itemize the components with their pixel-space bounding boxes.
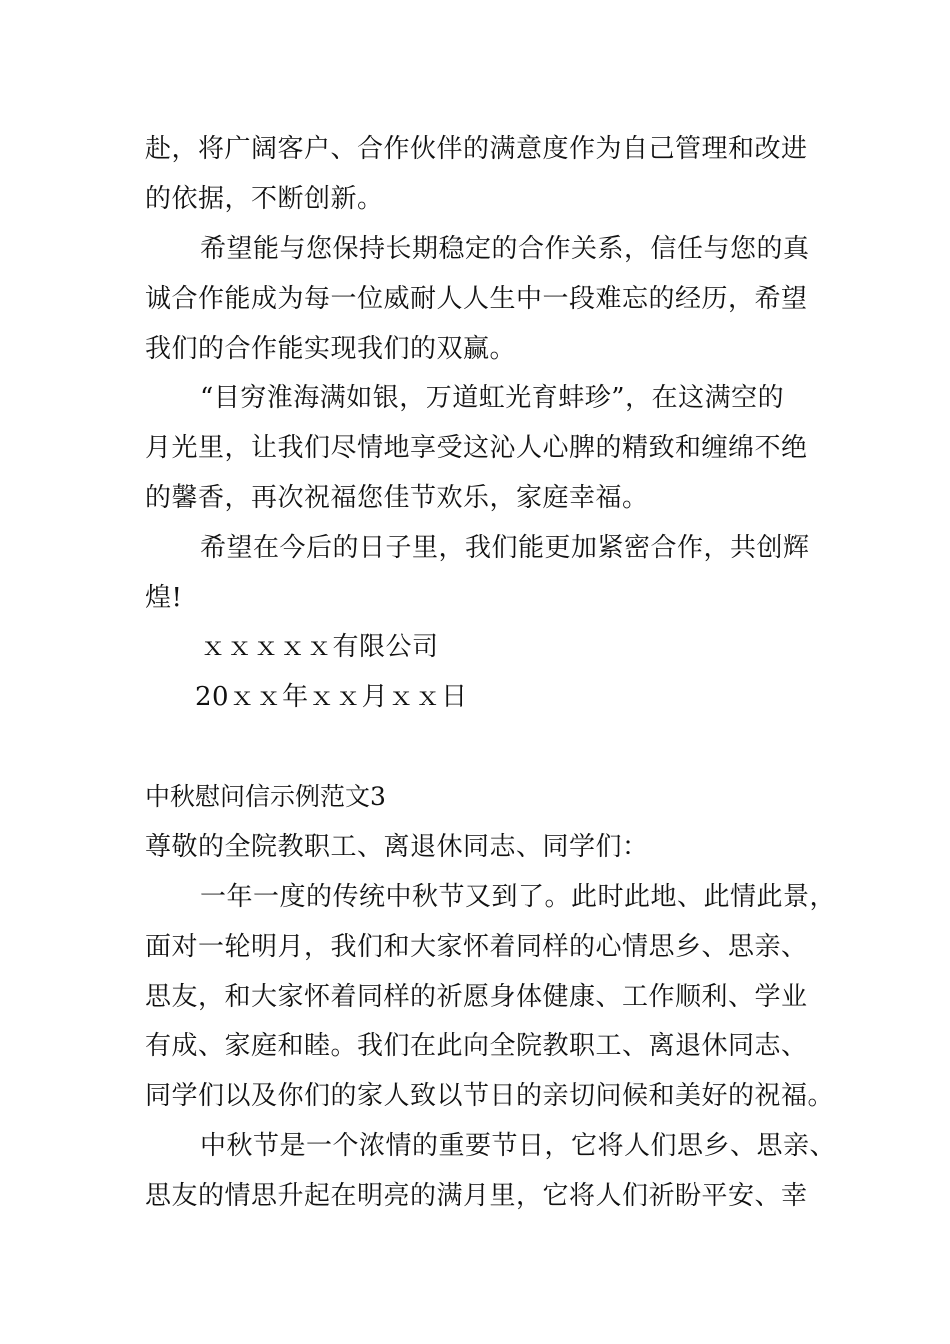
company-signature: ｘｘｘｘｘ有限公司 xyxy=(200,632,439,662)
salutation: 尊敬的全院教职工、离退休同志、同学们： xyxy=(145,832,649,862)
text-line: 我们的合作能实现我们的双赢。 xyxy=(145,334,517,364)
text-line: 思友的情思升起在明亮的满月里，它将人们祈盼平安、幸 xyxy=(145,1181,808,1211)
text-line: 中秋节是一个浓情的重要节日，它将人们思乡、思亲、 xyxy=(200,1131,837,1161)
text-line: 一年一度的传统中秋节又到了。此时此地、此情此景， xyxy=(200,882,837,912)
text-line: 有成、家庭和睦。我们在此向全院教职工、离退休同志、 xyxy=(145,1031,808,1061)
text-line: 煌! xyxy=(145,583,183,613)
text-line: 诚合作能成为每一位威耐人人生中一段难忘的经历，希望 xyxy=(145,284,808,314)
text-line: 面对一轮明月，我们和大家怀着同样的心情思乡、思亲、 xyxy=(145,932,808,962)
text-line: 希望能与您保持长期稳定的合作关系，信任与您的真 xyxy=(200,234,810,264)
text-line: 同学们以及你们的家人致以节日的亲切问候和美好的祝福。 xyxy=(145,1081,835,1111)
text-line: “目穷淮海满如银，万道虹光育蚌珍”，在这满空的 xyxy=(200,383,785,413)
signature-date: 20ｘｘ年ｘｘ月ｘｘ日 xyxy=(195,682,468,712)
text-line: 月光里，让我们尽情地享受这沁人心脾的精致和缠绵不绝 xyxy=(145,433,808,463)
text-line: 思友，和大家怀着同样的祈愿身体健康、工作顺利、学业 xyxy=(145,982,808,1012)
text-line: 希望在今后的日子里，我们能更加紧密合作，共创辉 xyxy=(200,533,810,563)
section-title: 中秋慰问信示例范文3 xyxy=(145,782,386,811)
text-line: 的馨香，再次祝福您佳节欢乐，家庭幸福。 xyxy=(145,483,649,513)
text-line: 的依据，不断创新。 xyxy=(145,184,384,214)
text-line: 赴，将广阔客户、合作伙伴的满意度作为自己管理和改进 xyxy=(145,134,808,164)
